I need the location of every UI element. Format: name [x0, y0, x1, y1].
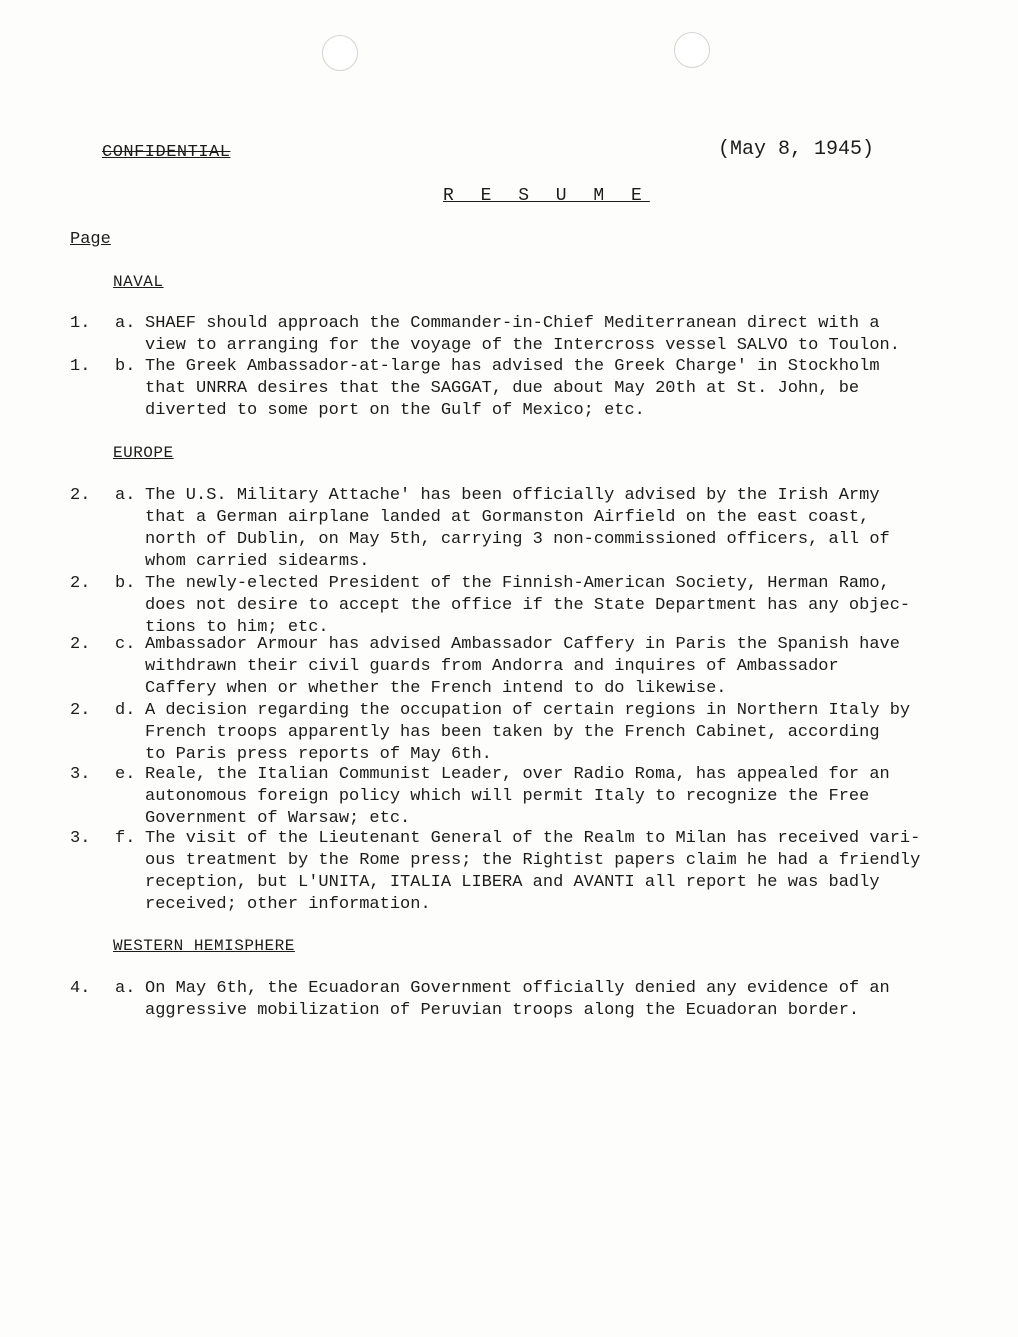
item-page-number: 4. — [70, 979, 91, 998]
item-letter: b. — [115, 357, 136, 376]
item-text: The Greek Ambassador-at-large has advised the Greek Charge' in Stockholm that UNRRA desires that the SAGGAT, due about May 20th at St. John, be diverted to some port on the Gulf of Mexico; etc. — [145, 357, 880, 420]
resume-item — [70, 313, 950, 357]
item-text: On May 6th, the Ecuadoran Government officially denied any evidence of an aggressive mobilization of Peruvian troops along the Ecuadoran border. — [145, 979, 890, 1020]
page-column-label: Page — [70, 230, 111, 249]
item-letter: a. — [115, 979, 136, 998]
item-page-number: 2. — [70, 701, 91, 720]
item-page-number: 1. — [70, 357, 91, 376]
item-page-number: 3. — [70, 829, 91, 848]
item-page-number: 2. — [70, 574, 91, 593]
resume-item — [70, 634, 950, 700]
item-page-number: 1. — [70, 314, 91, 333]
resume-item — [70, 356, 950, 422]
item-text: The U.S. Military Attache' has been officially advised by the Irish Army that a German airplane landed at Gormanston Airfield on the east coast, north of Dublin, on May 5th, carrying 3 non-commissioned officers, all of whom carried sidearms. — [145, 486, 890, 571]
item-letter: a. — [115, 486, 136, 505]
item-text: SHAEF should approach the Commander-in-Chief Mediterranean direct with a view to arranging for the voyage of the Intercross vessel SALVO to Toulon. — [145, 314, 900, 355]
item-letter: e. — [115, 765, 136, 784]
item-letter: a. — [115, 314, 136, 333]
item-text: Reale, the Italian Communist Leader, over Radio Roma, has appealed for an autonomous foreign policy which will permit Italy to recognize the Free Government of Warsaw; etc. — [145, 765, 890, 828]
item-text: The newly-elected President of the Finnish-American Society, Herman Ramo, does not desire to accept the office if the State Department has any objec- tions to him; etc. — [145, 574, 911, 637]
item-text: The visit of the Lieutenant General of the Realm to Milan has received vari- ous treatment by the Rome press; the Rightist papers claim he had a friendly reception, but L'UNITA, ITALIA LIBERA and AVANTI all report he was badly received; other information. — [145, 829, 921, 914]
item-page-number: 2. — [70, 635, 91, 654]
item-page-number: 3. — [70, 765, 91, 784]
section-heading-western-hemisphere: WESTERN HEMISPHERE — [113, 937, 295, 955]
item-page-number: 2. — [70, 486, 91, 505]
item-letter: f. — [115, 829, 136, 848]
item-text: Ambassador Armour has advised Ambassador Caffery in Paris the Spanish have withdrawn their civil guards from Andorra and inquires of Ambassador Caffery when or whether the French intend to do likewise. — [145, 635, 900, 698]
resume-item — [70, 978, 950, 1022]
item-letter: d. — [115, 701, 136, 720]
section-heading-naval: NAVAL — [113, 273, 164, 291]
punch-hole — [322, 35, 358, 71]
resume-item — [70, 485, 950, 573]
section-heading-europe: EUROPE — [113, 444, 174, 462]
punch-hole — [674, 32, 710, 68]
item-letter: c. — [115, 635, 136, 654]
classification-marking: CONFIDENTIAL — [102, 143, 231, 162]
resume-item — [70, 828, 950, 916]
resume-item — [70, 573, 950, 639]
item-letter: b. — [115, 574, 136, 593]
document-date: (May 8, 1945) — [718, 138, 875, 161]
document-title: R E S U M E — [443, 186, 650, 206]
item-text: A decision regarding the occupation of certain regions in Northern Italy by French troops apparently has been taken by the French Cabinet, according to Paris press reports of May 6th. — [145, 701, 911, 764]
resume-item — [70, 700, 950, 766]
resume-item — [70, 764, 950, 830]
